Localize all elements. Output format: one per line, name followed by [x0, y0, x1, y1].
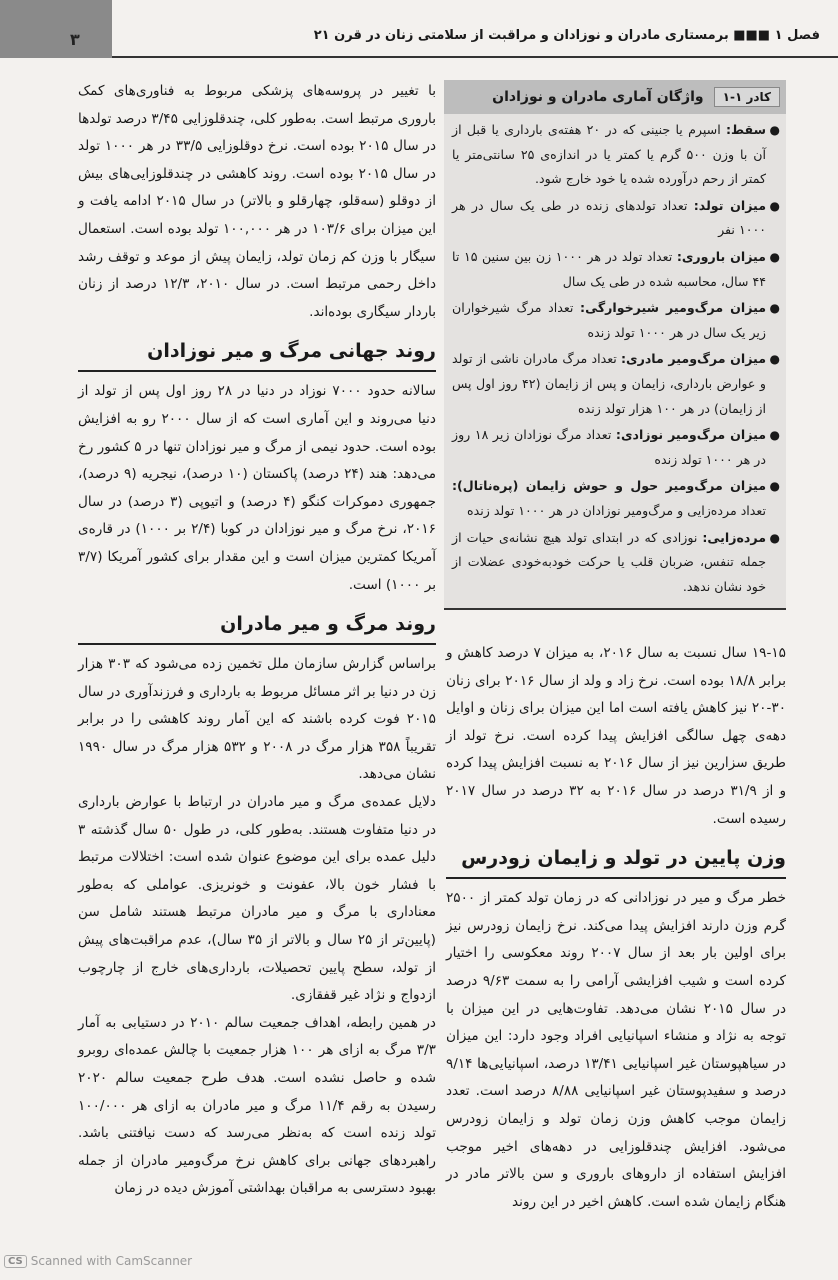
glossary-definition: تعداد مرگ مادران ناشی از تولد و عوارض بارداری، زایمان و پس از زایمان (۴۲ روز اول پس از زایمان) در هر ۱۰۰ هزار تولد زنده [452, 351, 767, 416]
glossary-item [452, 245, 780, 294]
glossary-item [452, 423, 780, 472]
glossary-item [452, 526, 780, 600]
box-title: واژگان آماری مادران و نوزادان [492, 89, 704, 105]
page-number: ۳ [70, 30, 80, 49]
glossary-item [452, 296, 780, 345]
maternal-paragraph-2: دلایل عمده‌ی مرگ و میر مادران در ارتباط با عوارض بارداری در دنیا متفاوت هستند. به‌طور کلی، در طول ۵۰ سال گذشته ۳ دلیل عمده برای این موضوع عنوان شده است: اختلالات مرتبط با فشار خون بالا، عفونت و خونریزی. عواملی که به‌طور معناداری با مرگ و میر مادران مرتبط هستند شامل سن (پایین‌تر از ۲۵ سال و بالاتر از ۳۵ سال)، عدم مراقبت‌های پیش از تولد، سطح پایین تحصیلات، بارداری‌های خارج از چارچوب ازدواج و نژاد غیر قفقازی. [78, 794, 436, 1004]
bullet-icon: ● [769, 301, 780, 316]
bullet-icon: ● [769, 530, 780, 545]
section-heading-low-birth-weight: وزن پایین در تولد و زایمان زودرس [446, 841, 786, 879]
glossary-term: میزان تولد: [693, 197, 766, 213]
box-tag: کادر ۱-۱ [714, 87, 780, 107]
section-heading-neonatal: روند جهانی مرگ و میر نوزادان [78, 334, 436, 372]
scanner-watermark [4, 1254, 192, 1268]
bullet-icon: ● [769, 198, 780, 213]
glossary-item [452, 474, 780, 523]
bullet-icon: ● [769, 352, 780, 367]
glossary-item [452, 194, 780, 243]
intro-paragraph: با تغییر در پروسه‌های پزشکی مربوط به فناوری‌های کمک باروری مرتبط است. به‌طور کلی، چندقلوزایی ۳/۴۵ درصد تولدها در سال ۲۰۱۵ بوده است. نرخ دوقلوزایی ۳۳/۵ در هر ۱۰۰۰ تولد در سال ۲۰۱۵ بوده است. روند کاهشی در چندقلوزایی‌های بیش از دوقلو (سه‌قلو، چهارقلو و بالاتر) در سال ۲۰۱۵ ادامه یافت و این میزان برای ۱۰۳/۶ در هر ۱۰۰,۰۰۰ تولد بوده است. استعمال سیگار با وزن کم زمان تولد، زایمان پیش از موعد و توقف رشد داخل رحمی مرتبط است. در سال ۲۰۱۰، ۱۲/۳ درصد از زنان باردار سیگاری بوده‌اند. [78, 83, 436, 320]
glossary-term: میزان مرگ‌ومیر نوزادی: [615, 427, 767, 443]
running-head: فصل ۱ ■■■ برمستاری مادران و نوزادان و مراقبت از سلامتی زنان در قرن ۲۱ [313, 28, 820, 43]
glossary-definition: تعداد مرده‌زایی و مرگ‌ومیر نوزادان در هر ۱۰۰۰ تولد زنده [467, 502, 766, 518]
maternal-paragraph-3: در همین رابطه، اهداف جمعیت سالم ۲۰۱۰ در دستیابی به آمار ۳/۳ مرگ به ازای هر ۱۰۰ هزار جمعیت با چالش عمده‌ای روبرو شده و حاصل نشده است. هدف طرح جمعیت سالم ۲۰۲۰ رسیدن به رقم ۱۱/۴ مرگ و میر مادران به ازای هر ۱۰۰/۰۰۰ تولد زنده است که به‌نظر می‌رسد که دست نیافتنی باشد. راهبردهای جهانی برای کاهش نرخ مرگ‌ومیر مادران از جمله بهبود دسترسی به مراقبان بهداشتی آموزش دیده در زمان [78, 1014, 436, 1197]
right-column [446, 640, 786, 1216]
glossary-definition: تعداد تولد در هر ۱۰۰۰ زن بین سنین ۱۵ تا ۴۴ سال، محاسبه شده در طی یک سال [452, 248, 766, 289]
glossary-definition: نوزادی که در ابتدای تولد هیچ نشانه‌ی حیات از جمله تنفس، ضربان قلب یا حرکت خودبه‌خودی عضلات از خود نشان ندهد. [452, 529, 766, 594]
neonatal-paragraph: سالانه حدود ۷۰۰۰ نوزاد در دنیا در ۲۸ روز اول پس از تولد از دنیا می‌روند و این آماری است که از سال ۲۰۰۰ رو به افزایش بوده است. حدود نیمی از مرگ و میر نوزادان تنها در ۵ کشور رخ می‌دهد: هند (۲۴ درصد) پاکستان (۱۰ درصد)، نیجریه (۹ درصد)، جمهوری دموکرات کنگو (۴ درصد) و اتیوپی (۳ درصد) در سال ۲۰۱۶، نرخ مرگ و میر نوزادان در کوبا (۲/۴ بر ۱۰۰۰) در قاره‌ی آمریکا کمترین میزان است و این مقدار برای کشور آمریکا (۳/۷ بر ۱۰۰۰) است. [78, 383, 437, 593]
glossary-box [444, 80, 786, 610]
bullet-icon: ● [769, 479, 780, 494]
glossary-definition: تعداد مرگ نوزادان زیر ۱۸ روز در هر ۱۰۰۰ تولد زنده [452, 427, 766, 467]
header-gray-block [0, 0, 112, 58]
glossary-term: میزان باروری: [676, 248, 766, 264]
glossary-definition: تعداد تولدهای زنده در طی یک سال در هر ۱۰۰۰ نفر [452, 197, 766, 238]
watermark-text: Scanned with CamScanner [30, 1254, 193, 1268]
glossary-definition: اسپرم یا جنینی که در ۲۰ هفته‌ی بارداری یا قبل از آن با وزن ۵۰۰ گرم یا کمتر یا در اندازه‌ی ۲۵ سانتی‌متر یا کمتر از رحم درآورده شده یا خود خارج شود. [452, 122, 766, 187]
glossary-term: سقط: [726, 122, 766, 137]
glossary-definition: تعداد مرگ شیرخواران زیر یک سال در هر ۱۰۰۰ تولد زنده [452, 300, 766, 340]
glossary-term: میزان مرگ‌ومیر شیرخوارگی: [580, 300, 767, 316]
section-heading-maternal: روند مرگ و میر مادران [78, 607, 436, 645]
header-divider [112, 56, 838, 58]
bullet-icon: ● [769, 123, 780, 137]
glossary-item [452, 118, 780, 192]
birth-rate-paragraph: ۱۹-۱۵ سال نسبت به سال ۲۰۱۶، به میزان ۷ درصد کاهش و برابر ۱۸/۸ بوده است. نرخ زاد و ولد از سال ۲۰۱۶ برای زنان ۳۰-۲۰ نیز کاهش یافته است اما این میزان برای زنان و اوایل دهه‌ی چهل سالگی افزایش پیدا کرده است. نرخ تولد از طریق سزارین نیز از سال ۲۰۱۶ به نسبت افزایش پیدا کرده و از ۳۱/۹ درصد در سال ۲۰۱۶ به ۳۲ درصد در سال ۲۰۱۷ رسیده است. [446, 645, 787, 827]
box-title-bar [444, 80, 786, 114]
low-birth-weight-paragraph: خطر مرگ و میر در نوزادانی که در زمان تولد کمتر از ۲۵۰۰ گرم وزن دارند افزایش پیدا می‌کند. نرخ زایمان زودرس نیز برای اولین بار بعد از سال ۲۰۰۷ روند معکوسی را اختیار کرده است و شیب افزایشی آرامی را به سمت ۹/۶۳ درصد در سال ۲۰۱۵ نشان می‌دهد. تفاوت‌هایی در این میزان با توجه به نژاد و منشاء اسپانیایی افراد وجود دارد: این میزان در سیاهپوستان غیر اسپانیایی ۱۳/۴۱ درصد، اسپانیایی‌ها ۹/۱۴ درصد و سفیدپوستان غیر اسپانیایی ۸/۸۸ درصد است. تعدد زایمان موجب کاهش وزن زمان تولد و زایمان زودرس می‌شود. افزایش چندقلوزایی در دهه‌های اخیر موجب افزایش استفاده از داروهای باروری و سن بالاتر مادر در هنگام زایمان شده است. کاهش اخیر در این روند [446, 890, 787, 1210]
left-column [78, 78, 436, 1203]
bullet-icon: ● [769, 249, 780, 264]
glossary-term: مرده‌زایی: [702, 529, 766, 545]
bullet-icon: ● [769, 428, 780, 443]
glossary-list [444, 118, 786, 599]
glossary-item [452, 347, 780, 421]
glossary-term: میزان مرگ‌ومیر حول و حوش زایمان (پره‌ناتال): [452, 478, 766, 494]
glossary-term: میزان مرگ‌ومیر مادری: [621, 351, 766, 367]
camscanner-icon: CS [4, 1255, 27, 1268]
maternal-paragraph-1: براساس گزارش سازمان ملل تخمین زده می‌شود که ۳۰۳ هزار زن در دنیا بر اثر مسائل مربوط به بارداری و فرزندآوری در سال ۲۰۱۵ فوت کرده باشند که این آمار روند کاهشی را در برابر تقریباً ۳۵۸ هزار مرگ در ۲۰۰۸ و ۵۳۲ هزار مرگ در سال ۱۹۹۰ نشان می‌دهد. [78, 656, 436, 783]
